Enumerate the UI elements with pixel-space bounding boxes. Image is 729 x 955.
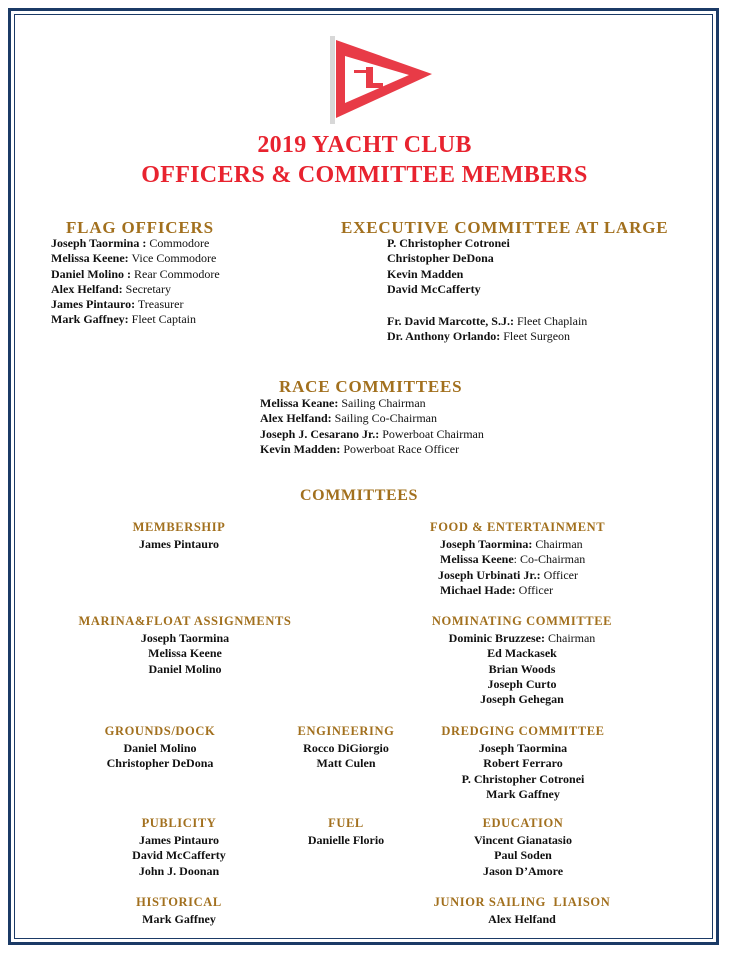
fuel-section: [276, 816, 416, 848]
dredging-section: [430, 724, 616, 802]
food-list: [440, 537, 585, 598]
list-item: Daniel Molino: [123, 741, 197, 755]
list-item: Michael Hade: Officer: [440, 582, 554, 597]
list-item: Dominic Bruzzese: Chairman: [448, 631, 596, 645]
list-item: Joseph Curto: [487, 676, 557, 691]
chaplain-list: [387, 314, 587, 345]
list-item: Alex Helfand: Sailing Co-Chairman: [260, 411, 437, 426]
list-item: Mark Gaffney: [142, 912, 216, 926]
list-item: Melissa Keene: Co-Chairman: [440, 552, 586, 567]
list-item: Kevin Madden: [387, 266, 464, 281]
list-item: Joseph J. Cesarano Jr.: Powerboat Chairman: [260, 426, 484, 441]
executive-heading: EXECUTIVE COMMITTEE AT LARGE: [341, 218, 669, 237]
list-item: James Pintauro: [138, 537, 220, 551]
list-item: David McCafferty: [132, 848, 226, 863]
list-item: Melissa Keane: Sailing Chairman: [260, 396, 426, 410]
membership-section: [99, 520, 259, 552]
list-item: Joseph Taormina: [140, 631, 230, 645]
grounds-section: [80, 724, 240, 772]
list-item: James Pintauro: Treasurer: [51, 297, 184, 312]
membership-heading: MEMBERSHIP: [132, 520, 226, 534]
list-item: Daniel Molino: [148, 661, 222, 676]
list-item: David McCafferty: [387, 281, 481, 296]
dredging-heading: DREDGING COMMITTEE: [441, 724, 605, 738]
food-heading: FOOD & ENTERTAINMENT: [430, 520, 606, 534]
historical-heading: HISTORICAL: [136, 895, 222, 909]
list-item: Vincent Gianatasio: [474, 833, 572, 847]
burgee-flag-logo: [326, 34, 436, 126]
list-item: Mark Gaffney: [486, 786, 560, 801]
publicity-section: [99, 816, 259, 879]
list-item: Mark Gaffney: Fleet Captain: [51, 312, 196, 327]
race-list: [260, 396, 484, 457]
list-item: Ed Mackasek: [487, 646, 557, 661]
list-item: John J. Doonan: [138, 863, 220, 878]
engineering-section: [276, 724, 416, 772]
list-item: James Pintauro: [138, 833, 220, 847]
nominating-heading: NOMINATING COMMITTEE: [431, 614, 613, 628]
executive-list: [387, 236, 510, 297]
list-item: Jason D’Amore: [482, 863, 564, 878]
list-item: Alex Helfand: Secretary: [51, 281, 171, 296]
list-item: Joseph Taormina: [478, 741, 568, 755]
list-item: Fr. David Marcotte, S.J.: Fleet Chaplain: [387, 314, 588, 328]
education-section: [430, 816, 616, 879]
list-item: P. Christopher Cotronei: [461, 771, 585, 786]
list-item: Rocco DiGiorgio: [303, 741, 389, 755]
list-item: Danielle Florio: [307, 833, 385, 847]
list-item: P. Christopher Cotronei: [387, 236, 510, 250]
list-item: Brian Woods: [488, 661, 556, 676]
list-item: Joseph Gehegan: [480, 692, 564, 707]
junior-sailing-section: [418, 895, 626, 927]
list-item: Melissa Keene: Vice Commodore: [51, 251, 217, 266]
committees-heading: COMMITTEES: [300, 487, 419, 504]
list-item: Christopher DeDona: [387, 251, 494, 266]
list-item: Paul Soden: [494, 848, 552, 863]
list-item: Robert Ferraro: [483, 756, 563, 771]
marina-heading: MARINA&FLOAT ASSIGNMENTS: [78, 614, 292, 628]
list-item: Joseph Taormina: Chairman: [440, 537, 583, 551]
list-item: Daniel Molino : Rear Commodore: [51, 266, 220, 281]
publicity-heading: PUBLICITY: [141, 816, 217, 830]
flag-officers-heading: FLAG OFFICERS: [66, 218, 214, 237]
marina-section: [60, 614, 310, 677]
junior-sailing-heading: JUNIOR SAILING LIAISON: [433, 895, 611, 909]
list-item: Dr. Anthony Orlando: Fleet Surgeon: [387, 329, 571, 344]
engineering-heading: ENGINEERING: [297, 724, 395, 738]
fuel-heading: FUEL: [328, 816, 364, 830]
flag-officers-list: [51, 236, 220, 328]
historical-section: [99, 895, 259, 927]
nominating-section: [418, 614, 626, 707]
title-line-1: 2019 YACHT CLUB: [257, 132, 472, 158]
list-item: Joseph Urbinati Jr.: Officer: [438, 567, 579, 582]
list-item: Melissa Keene: [148, 646, 222, 661]
list-item: Alex Helfand: [488, 912, 556, 926]
list-item: Christopher DeDona: [106, 756, 214, 771]
list-item: Kevin Madden: Powerboat Race Officer: [260, 441, 460, 456]
race-heading: RACE COMMITTEES: [279, 377, 463, 396]
grounds-heading: GROUNDS/DOCK: [104, 724, 216, 738]
education-heading: EDUCATION: [482, 816, 564, 830]
title-line-2: OFFICERS & COMMITTEE MEMBERS: [141, 162, 588, 188]
list-item: Joseph Taormina : Commodore: [51, 236, 210, 250]
list-item: Matt Culen: [316, 756, 376, 771]
